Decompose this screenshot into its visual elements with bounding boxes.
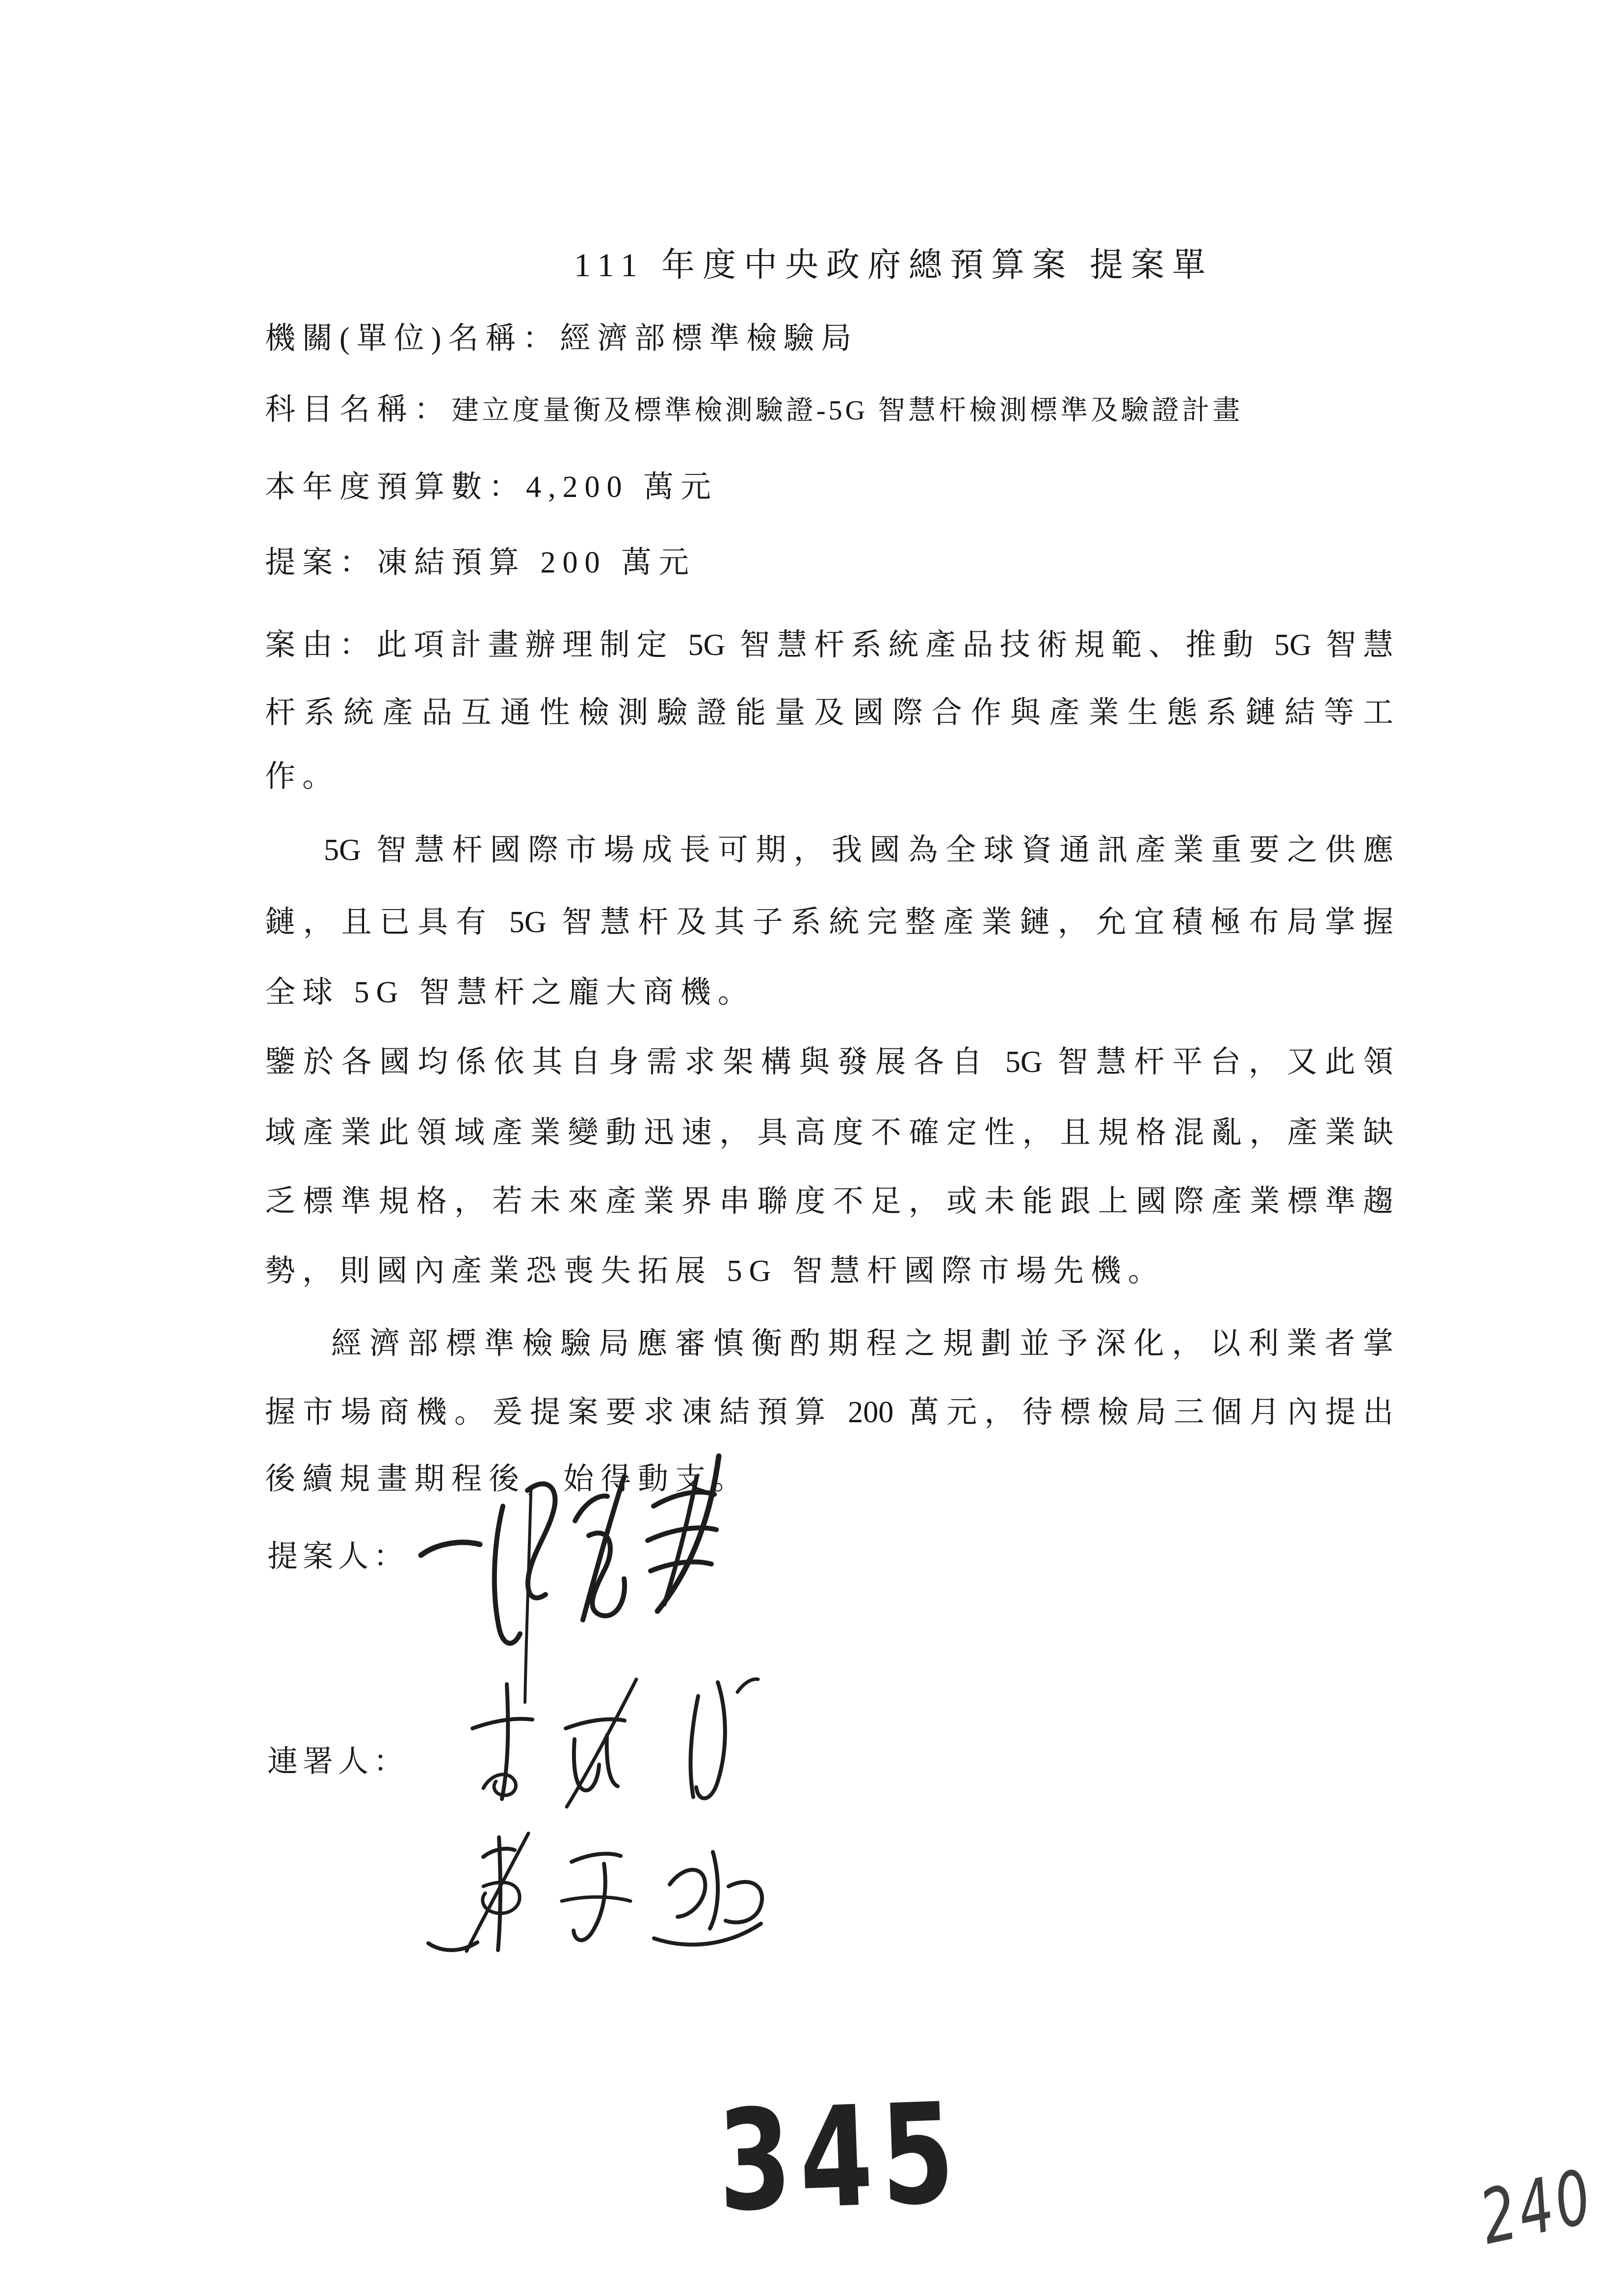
cosigner-signature-2: [415, 1827, 773, 1965]
case-reason-line: 案由：此項計畫辦理制定 5G 智慧杆系統產品技術規範、推動 5G 智慧: [265, 628, 1393, 662]
handwritten-corner-note: 240: [1473, 2153, 1602, 2262]
paragraph-line: 鏈，且已具有 5G 智慧杆及其子系統完整產業鏈，允宜積極布局掌握: [265, 906, 1393, 939]
page-title: 111 年度中央政府總預算案 提案單: [574, 246, 1213, 284]
paragraph-line: 勢，則國內產業恐喪失拓展 5G 智慧杆國際市場先機。: [265, 1254, 1165, 1288]
case-reason-line: 作。: [265, 760, 340, 793]
paragraph-line: 經濟部標準檢驗局應審慎衡酌期程之規劃並予深化，以利業者掌: [331, 1327, 1393, 1360]
paragraph-line: 鑒於各國均係依其自身需求架構與發展各自 5G 智慧杆平台，又此領: [265, 1045, 1393, 1079]
paragraph-line: 5G 智慧杆國際市場成長可期，我國為全球資通訊產業重要之供應: [324, 834, 1393, 867]
paragraph-line: 全球 5G 智慧杆之龐大商機。: [265, 976, 755, 1009]
proposal-line: 提案：凍結預算 200 萬元: [265, 546, 696, 579]
handwritten-page-number: 345: [715, 2072, 965, 2243]
cosigner-signature-1: [449, 1670, 768, 1818]
budget-line: 本年度預算數：4,200 萬元: [265, 470, 718, 504]
proposer-label: 提案人：: [267, 1540, 409, 1573]
subject-line: [265, 392, 1393, 427]
agency-name-line: 機關(單位)名稱：經濟部標準檢驗局: [265, 322, 859, 355]
subject-label: 科目名稱：: [265, 393, 452, 426]
paragraph-line: 域產業此領域產業變動迅速，具高度不確定性，且規格混亂，產業缺: [265, 1116, 1393, 1149]
cosigner-label: 連署人：: [267, 1745, 409, 1778]
subject-value: 建立度量衡及標準檢測驗證-5G 智慧杆檢測標準及驗證計畫: [451, 395, 1243, 426]
paragraph-line: 後續規畫期程後，始得動支。: [265, 1462, 750, 1496]
case-reason-line: 杆系統產品互通性檢測驗證能量及國際合作與產業生態系鏈結等工: [265, 696, 1393, 730]
paragraph-line: 握市場商機。爰提案要求凍結預算 200 萬元，待標檢局三個月內提出: [265, 1396, 1393, 1429]
paragraph-line: 乏標準規格，若未來產業界串聯度不足，或未能跟上國際產業標準趨: [265, 1185, 1393, 1218]
